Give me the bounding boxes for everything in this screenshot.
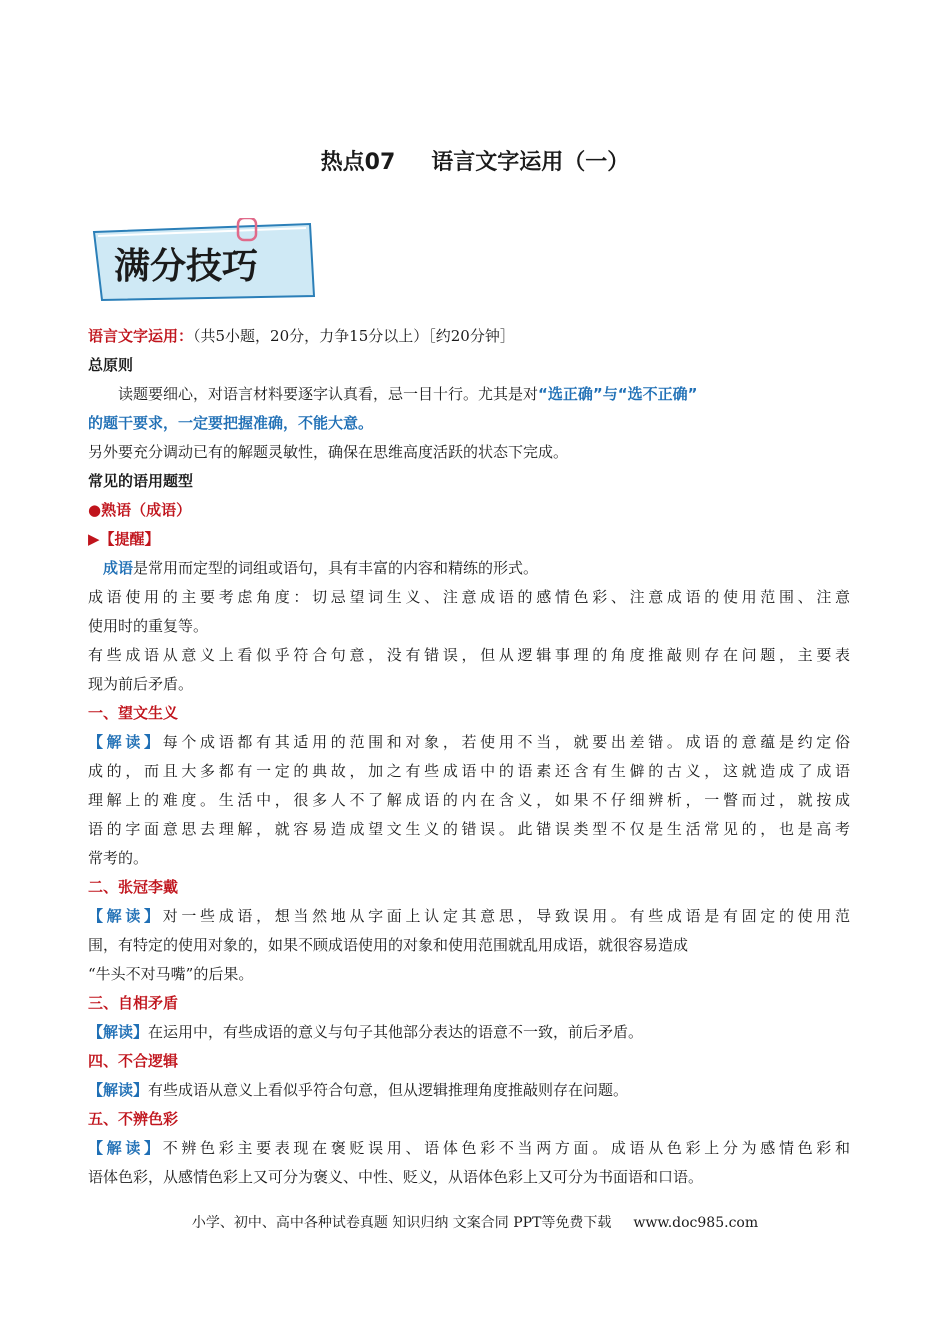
section-text: 在运用中，有些成语的意义与句子其他部分表达的语意不一致，前后矛盾。 [148,1023,644,1041]
section-line [88,902,850,931]
paragraph-line: 有些成语从意义上看似乎符合句意，没有错误，但从逻辑事理的角度推敲则存在问题，主要表 [88,646,850,664]
reminder-heading: ▶【提醒】 [88,530,160,548]
intro-line [88,322,850,351]
intro-text: （共5小题，20分，力争15分以上）［约20分钟］ [193,327,515,345]
section-line: 围，有特定的使用对象的，如果不顾成语使用的对象和使用范围就乱用成语，就很容易造成 [88,936,689,954]
title-part1: 热点07 [320,150,396,175]
intro-label: 语言文字运用： [88,327,194,345]
definition-line [88,554,850,583]
section-text: 每个成语都有其适用的范围和对象，若使用不当，就要出差错。成语的意蕴是约定俗 [162,733,850,751]
banner-graphic [88,218,320,304]
section-text: 对一些成语，想当然地从字面上认定其意思，导致误用。有些成语是有固定的使用范 [162,907,850,925]
document-body [88,322,850,1192]
page-footer [0,1212,950,1232]
principle-text: 读题要细心，对语言材料要逐字认真看，忌一目十行。尤其是对 [118,385,539,403]
section-tag: 【解读】 [88,1023,149,1041]
principle-emphasis: “选正确”与“选不正确” [538,385,698,403]
section-line [88,1134,850,1163]
principle-line-2: 的题干要求，一定要把握准确，不能大意。 [88,414,374,432]
section-line: 理解上的难度。生活中，很多人不了解成语的内在含义，如果不仔细辨析，一瞥而过，就按成 [88,791,850,809]
section-line: 常考的。 [88,849,149,867]
section-text: 不辨色彩主要表现在褒贬误用、语体色彩不当两方面。成语从色彩上分为感情色彩和 [162,1139,850,1157]
section-line: 成的，而且大多都有一定的典故，加之有些成语中的语素还含有生僻的古义，这就造成了成语 [88,762,850,780]
section-title: 二、张冠李戴 [88,878,179,896]
page-title [0,145,950,176]
paragraph-line: 现为前后矛盾。 [88,675,194,693]
types-heading: 常见的语用题型 [88,472,194,490]
definition-text: 是常用而定型的词组或语句，具有丰富的内容和精练的形式。 [133,559,539,577]
section-tag: 【解读】 [88,1081,149,1099]
section-line [88,1018,850,1047]
section-tag: 【解读】 [88,1139,163,1157]
principle-line-1 [88,380,850,409]
banner-text: 满分技巧 [114,245,259,287]
section-tag: 【解读】 [88,733,163,751]
section-title: 四、不合逻辑 [88,1052,179,1070]
principle-heading: 总原则 [88,356,134,374]
section-title: 三、自相矛盾 [88,994,179,1012]
section-line: 语的字面意思去理解，就容易造成望文生义的错误。此错误类型不仅是生活常见的，也是高考 [88,820,850,838]
idiom-heading: ●熟语（成语） [88,501,192,519]
section-line: 语体色彩，从感情色彩上又可分为褒义、中性、贬义，从语体色彩上又可分为书面语和口语。 [88,1168,704,1186]
title-part2: 语言文字运用（一） [431,150,630,175]
section-line [88,728,850,757]
section-title: 一、望文生义 [88,704,179,722]
definition-term: 成语 [103,559,134,577]
section-line: “牛头不对马嘴”的后果。 [88,965,254,983]
footer-text: 小学、初中、高中各种试卷真题 知识归纳 文案合同 PPT等免费下载 [191,1215,612,1231]
section-tag: 【解读】 [88,907,163,925]
section-title: 五、不辨色彩 [88,1110,179,1128]
section-text: 有些成语从意义上看似乎符合句意，但从逻辑推理角度推敲则存在问题。 [148,1081,629,1099]
paragraph-line: 使用时的重复等。 [88,617,209,635]
principle-line-3: 另外要充分调动已有的解题灵敏性，确保在思维高度活跃的状态下完成。 [88,443,569,461]
section-line [88,1076,850,1105]
footer-url[interactable]: www.doc985.com [633,1215,759,1231]
paragraph-line: 成语使用的主要考虑角度：切忌望词生义、注意成语的感情色彩、注意成语的使用范围、注意 [88,588,850,606]
